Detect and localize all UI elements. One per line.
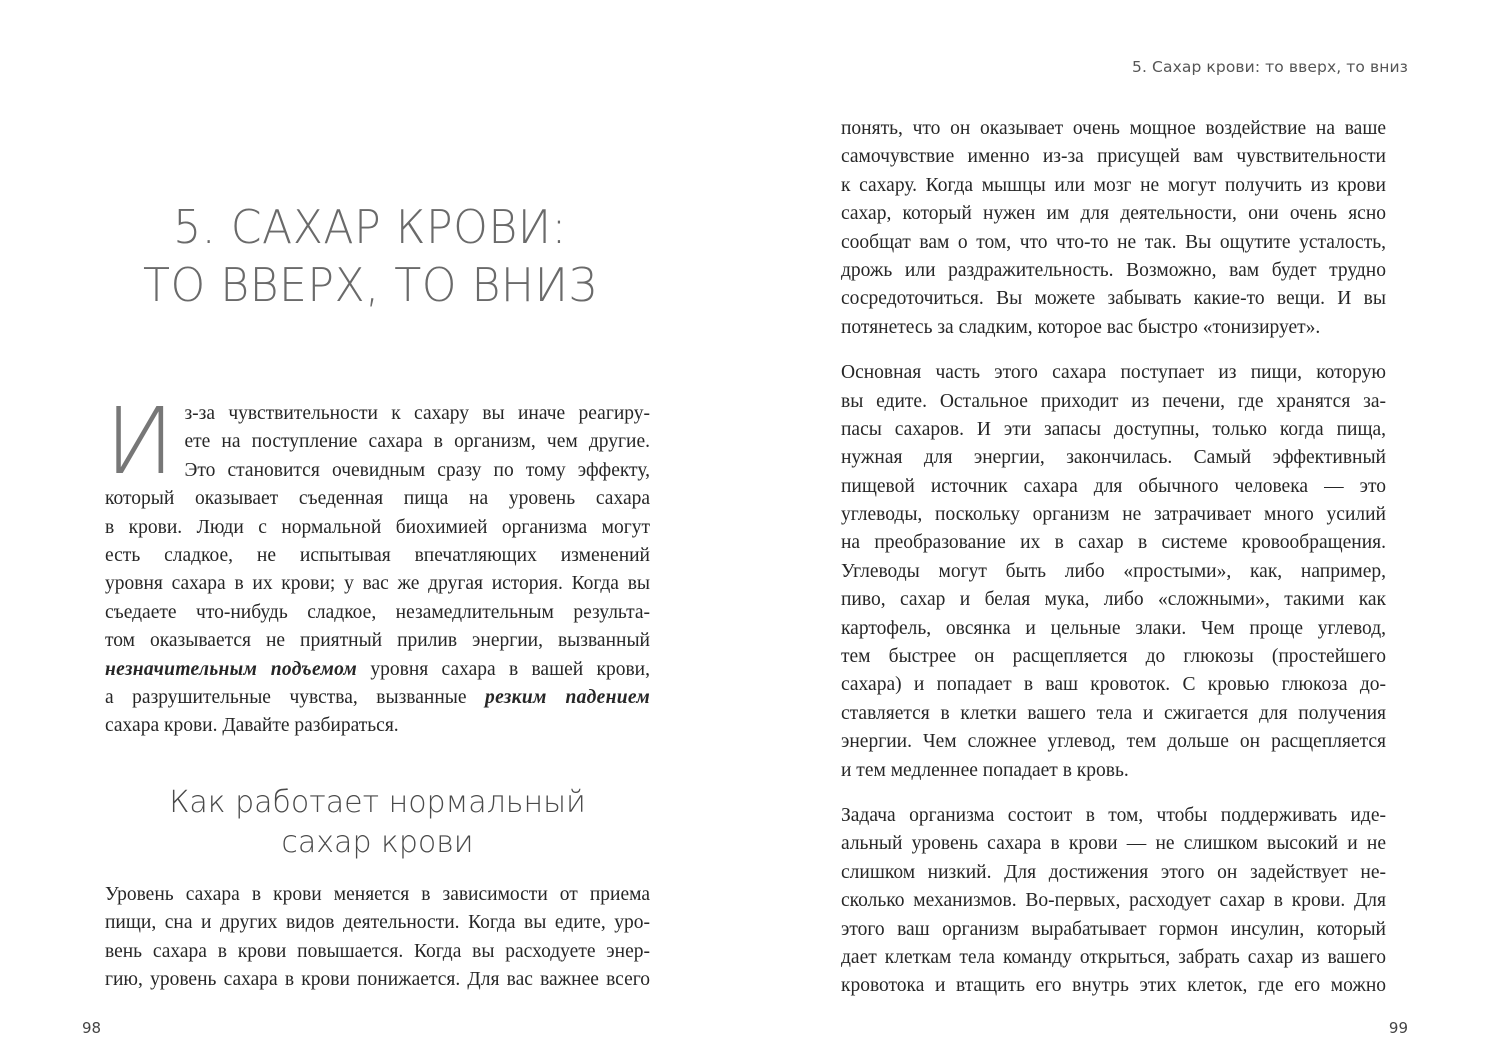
lead-line: Это становится очевидным сразу по тому эффекту, xyxy=(184,459,650,481)
body-line: сахара) и попадает в ваш кровоток. С кровью глюкоза до- xyxy=(841,674,1386,696)
section-title-line-2: сахар крови xyxy=(281,825,474,860)
body-line: вы едите. Остальное приходит из печени, где хранятся за- xyxy=(841,390,1386,412)
body-line: к сахару. Когда мышцы или мозг не могут получить из крови xyxy=(841,174,1386,196)
drop-cap: И xyxy=(105,388,175,495)
body-line: нужная для энергии, закончилась. Самый эффективный xyxy=(841,447,1386,469)
body-line: ставляется в клетки вашего тела и сжигается для получения xyxy=(841,702,1386,724)
lead-line: в крови. Люди с нормальной биохимией организма могут xyxy=(105,516,650,538)
body-line: альный уровень сахара в крови — не слишком высокий и не xyxy=(841,833,1386,855)
body-line: дрожь или раздражительность. Возможно, вам будет трудно xyxy=(841,259,1386,281)
running-head: 5. Сахар крови: то вверх, то вниз xyxy=(1132,58,1408,76)
section-title xyxy=(120,783,635,863)
lead-line-emphasis-2 xyxy=(105,684,650,712)
body-line: пищевой источник сахара для обычного человека — это xyxy=(841,475,1386,497)
lead-line: есть сладкое, не испытывая впечатляющих изменений xyxy=(105,544,650,566)
body-line: слишком низкий. Для достижения этого он задействует не- xyxy=(841,861,1386,883)
lead-line-rest: уровня сахара в вашей крови, xyxy=(357,658,650,680)
page-number-left: 98 xyxy=(82,1019,102,1037)
body-line: понять, что он оказывает очень мощное воздействие на ваше xyxy=(841,118,1386,139)
lead-line-emphasis-1 xyxy=(105,656,650,684)
body-line: сосредоточиться. Вы можете забывать какие-то вещи. И вы xyxy=(841,288,1386,310)
body-line: самочувствие именно из-за присущей вам чувствительности xyxy=(841,146,1386,168)
body-line: пасы сахаров. И эти запасы доступны, только когда пища, xyxy=(841,418,1386,440)
lead-line: съедаете что-нибудь сладкое, незамедлительным результа- xyxy=(105,601,650,623)
lead-line: сахара крови. Давайте разбираться. xyxy=(105,715,399,737)
body-line: потянетесь за сладким, которое вас быстро «тонизирует». xyxy=(841,316,1321,338)
paragraph xyxy=(841,802,1386,1001)
body-line: пищи, сна и других видов деятельности. Когда вы едите, уро- xyxy=(105,912,650,934)
section-body xyxy=(105,881,650,995)
body-line: картофель, овсянка и цельные злаки. Чем проще углевод, xyxy=(841,617,1386,639)
body-line: гию, уровень сахара в крови понижается. Для вас важнее всего xyxy=(105,969,650,991)
body-line: Углеводы могут быть либо «простыми», как, например, xyxy=(841,560,1386,582)
chapter-title-line-1: 5. САХАР КРОВИ: xyxy=(173,200,567,254)
body-line: тем быстрее он расщепляется до глюкозы (простейшего xyxy=(841,646,1386,668)
lead-line: ете на поступление сахара в организм, чем другие. xyxy=(184,431,650,453)
chapter-title xyxy=(101,198,639,314)
lead-line-start: а разрушительные чувства, вызванные xyxy=(105,686,486,708)
right-page xyxy=(743,0,1486,1045)
paragraph xyxy=(841,115,1386,342)
body-line: сахар, который нужен им для деятельности, они очень ясно xyxy=(841,203,1386,225)
lead-line: уровня сахара в их крови; у вас же другая история. Когда вы xyxy=(105,573,650,595)
emphasis-text: резким падением xyxy=(485,686,650,708)
body-line: сообщат вам о том, что что-то не так. Вы ощутите усталость, xyxy=(841,231,1386,253)
body-line: углеводы, поскольку организм не затрачивает много усилий xyxy=(841,504,1386,526)
chapter-title-line-2: ТО ВВЕРХ, ТО ВНИЗ xyxy=(143,258,597,312)
lead-paragraph xyxy=(105,388,650,741)
lead-line: з-за чувствительности к сахару вы иначе реагиру- xyxy=(184,403,650,424)
body-line: и тем медленнее попадает в кровь. xyxy=(841,759,1129,781)
paragraph xyxy=(841,359,1386,785)
body-line: вень сахара в крови повышается. Когда вы расходуете энер- xyxy=(105,940,650,962)
emphasis-text: незначительным подъемом xyxy=(105,658,358,680)
body-line: этого ваш организм вырабатывает гормон инсулин, который xyxy=(841,918,1386,940)
lead-line: том оказывается не приятный прилив энергии, вызванный xyxy=(105,630,650,652)
body-line: энергии. Чем сложнее углевод, тем дольше он расщепляется xyxy=(841,731,1386,753)
body-line: Задача организма состоит в том, чтобы поддерживать иде- xyxy=(841,804,1386,826)
right-body-text xyxy=(841,115,1386,1018)
section-title-line-1: Как работает нормальный xyxy=(169,785,586,820)
lead-line: который оказывает съеденная пища на уровень сахара xyxy=(105,488,650,510)
body-line: кровотока и втащить его внутрь этих клеток, где его можно xyxy=(841,975,1386,997)
body-line: Уровень сахара в крови меняется в зависимости от приема xyxy=(105,884,650,905)
body-line: на преобразование их в сахар в системе кровообращения. xyxy=(841,532,1386,554)
page-number-right: 99 xyxy=(1388,1019,1408,1037)
body-line: сколько механизмов. Во-первых, расходует сахар в крови. Для xyxy=(841,890,1386,912)
body-line: пиво, сахар и белая мука, либо «сложными», такими как xyxy=(841,589,1386,611)
body-line: дает клеткам тела команду открыться, забрать сахар из вашего xyxy=(841,946,1386,968)
body-line: Основная часть этого сахара поступает из пищи, которую xyxy=(841,362,1386,384)
